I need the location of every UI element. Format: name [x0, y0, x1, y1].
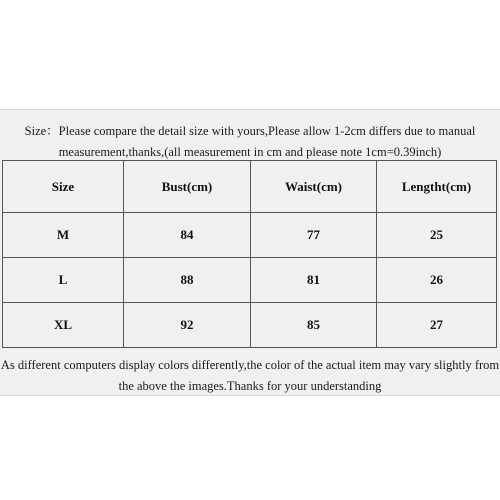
table-cell: XL	[3, 303, 124, 348]
table-cell: 92	[124, 303, 251, 348]
intro-line-1: Size：Please compare the detail size with yours,Please allow 1-2cm differs due to manual	[24, 124, 476, 138]
table-header-row	[3, 161, 497, 213]
header-cell-waist: Waist(cm)	[251, 161, 377, 213]
table-cell: L	[3, 258, 124, 303]
size-chart-panel	[0, 109, 500, 396]
table-cell: M	[3, 213, 124, 258]
table-row	[3, 303, 497, 348]
table-cell: 84	[124, 213, 251, 258]
table-cell: 81	[251, 258, 377, 303]
header-cell-bust: Bust(cm)	[124, 161, 251, 213]
size-table	[2, 160, 497, 348]
table-cell: 88	[124, 258, 251, 303]
color-disclaimer-text	[0, 355, 500, 397]
table-cell: 25	[377, 213, 497, 258]
header-cell-length: Lengtht(cm)	[377, 161, 497, 213]
table-row	[3, 213, 497, 258]
header-cell-size: Size	[3, 161, 124, 213]
table-cell: 26	[377, 258, 497, 303]
table-cell: 27	[377, 303, 497, 348]
note-line-1: As different computers display colors differently,the color of the actual item may vary slightly from	[0, 358, 500, 372]
intro-line-2: measurement,thanks,(all measurement in cm and please note 1cm=0.39inch)	[58, 145, 442, 159]
size-intro-text	[0, 121, 500, 163]
table-cell: 85	[251, 303, 377, 348]
table-row	[3, 258, 497, 303]
table-cell: 77	[251, 213, 377, 258]
note-line-2: the above the images.Thanks for your understanding	[118, 379, 382, 393]
